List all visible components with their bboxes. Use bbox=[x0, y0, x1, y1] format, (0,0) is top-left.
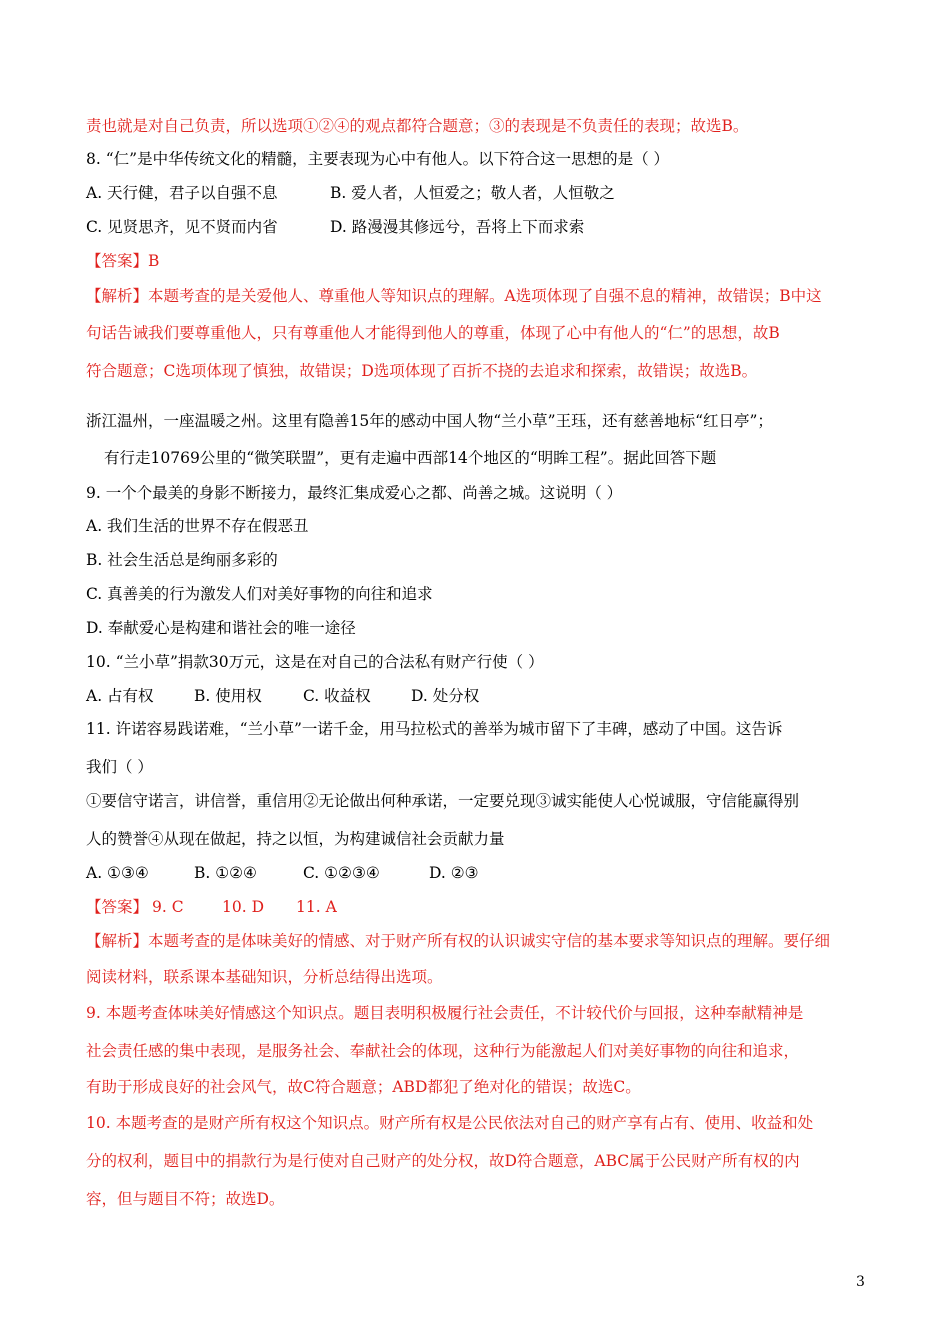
option-b: B. 使用权 bbox=[194, 687, 262, 705]
question-11: 11. 许诺容易践诺难，“兰小草”一诺千金，用马拉松式的善举为城市留下了丰碑，感动了中国。这告诉 bbox=[86, 720, 783, 738]
option-a: A. 天行健，君子以自强不息 bbox=[86, 184, 278, 202]
analysis-10: 10. 本题考查的是财产所有权这个知识点。财产所有权是公民依法对自己的财产享有占有、使用、收益和处 bbox=[86, 1114, 814, 1132]
option-c: C. 真善美的行为激发人们对美好事物的向往和追求 bbox=[86, 585, 433, 603]
analysis-9: 9. 本题考查体味美好情感这个知识点。题目表明积极履行社会责任，不计较代价与回报，这种奉献精神是 bbox=[86, 1004, 804, 1022]
option-c: C. ①②③④ bbox=[303, 864, 380, 882]
analysis-10: 容，但与题目不符；故选D。 bbox=[86, 1190, 285, 1208]
answer-label: 【答案】B bbox=[86, 252, 160, 270]
option-a: A. 占有权 bbox=[86, 687, 154, 705]
analysis-10: 分的权利，题目中的捐款行为是行使对自己财产的处分权，故D符合题意，ABC属于公民财产所有权的内 bbox=[86, 1152, 800, 1170]
option-d: D. 奉献爱心是构建和谐社会的唯一途径 bbox=[86, 619, 356, 637]
analysis-line: 句话告诫我们要尊重他人，只有尊重他人才能得到他人的尊重，体现了心中有他人的“仁”的思想，故B bbox=[86, 324, 780, 342]
option-d: D. 路漫漫其修远兮，吾将上下而求索 bbox=[330, 218, 585, 236]
option-b: B. 社会生活总是绚丽多彩的 bbox=[86, 551, 278, 569]
page-number: 3 bbox=[856, 1274, 865, 1290]
question-8: 8. “仁”是中华传统文化的精髓，主要表现为心中有他人。以下符合这一思想的是（ ） bbox=[86, 150, 669, 168]
analysis-line: 【解析】本题考查的是体味美好的情感、对于财产所有权的认识诚实守信的基本要求等知识点的理解。要仔细 bbox=[86, 932, 831, 950]
answer-10: 10. D bbox=[222, 898, 265, 916]
option-d: D. ②③ bbox=[429, 864, 479, 882]
answer-11: 11. A bbox=[296, 898, 337, 916]
analysis-line: 【解析】本题考查的是关爱他人、尊重他人等知识点的理解。A选项体现了自强不息的精神，故错误；B中这 bbox=[86, 287, 822, 305]
statements-line: 人的赞誉④从现在做起，持之以恒，为构建诚信社会贡献力量 bbox=[86, 830, 505, 848]
analysis-line: 阅读材料，联系课本基础知识，分析总结得出选项。 bbox=[86, 968, 443, 986]
question-11-cont: 我们（ ） bbox=[86, 758, 153, 776]
option-a: A. 我们生活的世界不存在假恶丑 bbox=[86, 517, 309, 535]
question-10: 10. “兰小草”捐款30万元，这是在对自己的合法私有财产行使（ ） bbox=[86, 653, 544, 671]
answer-label: 【答案】 bbox=[86, 898, 149, 916]
option-b: B. 爱人者，人恒爱之；敬人者，人恒敬之 bbox=[330, 184, 615, 202]
option-a: A. ①③④ bbox=[86, 864, 149, 882]
answer-9: 9. C bbox=[152, 898, 184, 916]
statements-line: ①要信守诺言，讲信誉，重信用②无论做出何种承诺，一定要兑现③诚实能使人心悦诚服，守信能赢得别 bbox=[86, 792, 800, 810]
option-c: C. 见贤思齐，见不贤而内省 bbox=[86, 218, 278, 236]
analysis-9: 有助于形成良好的社会风气，故C符合题意；ABD都犯了绝对化的错误；故选C。 bbox=[86, 1078, 641, 1096]
text-line: 责也就是对自己负责，所以选项①②④的观点都符合题意；③的表现是不负责任的表现；故选B。 bbox=[86, 117, 749, 135]
option-d: D. 处分权 bbox=[411, 687, 480, 705]
analysis-9: 社会责任感的集中表现，是服务社会、奉献社会的体现，这种行为能激起人们对美好事物的向往和追求， bbox=[86, 1042, 800, 1060]
material-line: 浙江温州，一座温暖之州。这里有隐善15年的感动中国人物“兰小草”王珏，还有慈善地标“红日亭”； bbox=[86, 412, 773, 430]
analysis-line: 符合题意；C选项体现了慎独，故错误；D选项体现了百折不挠的去追求和探索，故错误；故选B。 bbox=[86, 362, 758, 380]
material-line: 有行走10769公里的“微笑联盟”，更有走遍中西部14个地区的“明眸工程”。据此回答下题 bbox=[104, 449, 717, 467]
option-c: C. 收益权 bbox=[303, 687, 371, 705]
option-b: B. ①②④ bbox=[194, 864, 257, 882]
question-9: 9. 一个个最美的身影不断接力，最终汇集成爱心之都、尚善之城。这说明（ ） bbox=[86, 484, 623, 502]
